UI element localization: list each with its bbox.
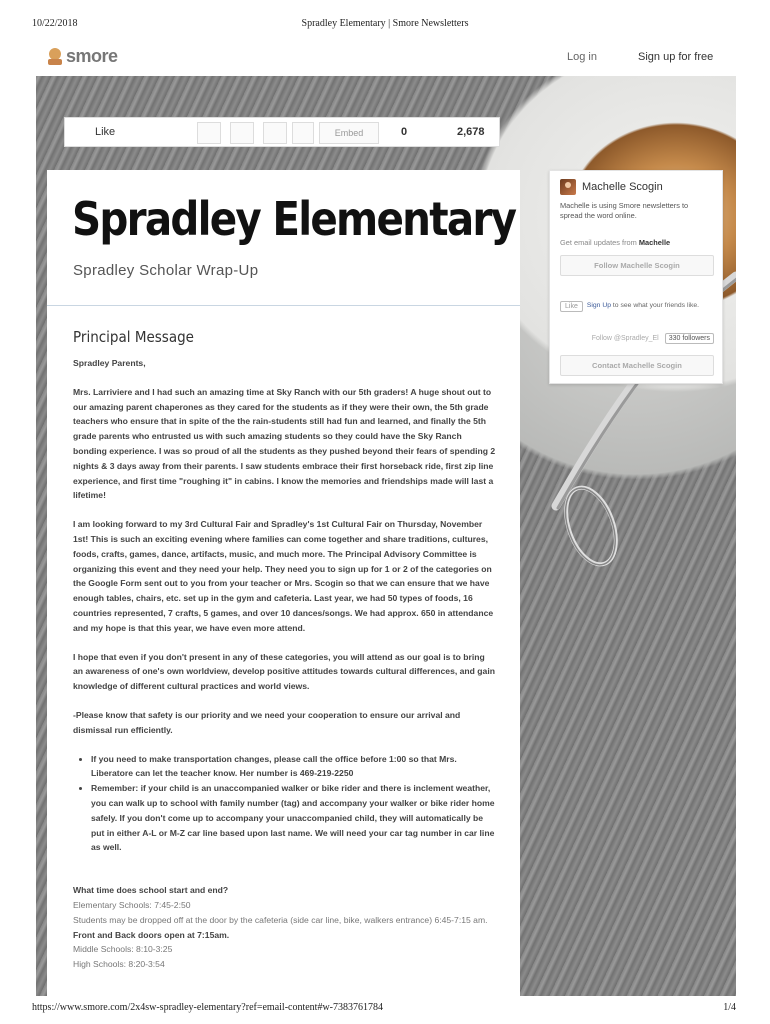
smore-logo[interactable] xyxy=(48,46,118,67)
newsletter-title: Spradley Elementary xyxy=(72,192,516,246)
twitter-follow-button[interactable]: Follow @Spradley_El xyxy=(591,335,659,342)
newsletter-header xyxy=(47,170,520,306)
avatar xyxy=(560,179,576,195)
view-count: 2,678 xyxy=(457,126,485,138)
embed-button[interactable]: Embed xyxy=(319,122,379,144)
facebook-like-text xyxy=(587,301,699,310)
school-hours-faq xyxy=(73,883,497,972)
email-updates-prefix: Get email updates from xyxy=(560,238,637,247)
paragraph-safety: -Please know that safety is our priority and we need your cooperation to ensure our arrival and dismissal run efficiently. xyxy=(73,709,461,735)
list-item: • Remember: if your child is an unaccompanied walker or bike rider and there is inclement weather, you can walk up to school with family number (tag) and accompany your walker or bike rider home safely. If you don't come up to accompany your unaccompanied child, they will automatically be put in either A-L or M-Z car line based upon last name. We will need your car tag number in car line as well. xyxy=(91,781,497,855)
twitter-follower-count: 330 followers xyxy=(665,333,714,344)
paragraph-sky-ranch: Mrs. Larriviere and I had such an amazing time at Sky Ranch with our 5th graders! A huge shout out to our amazing parent chaperones as they cared for the students as if they were their own, the 5th grade teachers who ensure that in spite of the the rain-students still had fun and learned, and finally the 5th grade parents who entrusted us with such amazing students so they could have the Sky Ranch bonding experience. I was so proud of all the students as they pushed beyond their fears of spending 2 nights & 3 days away from their parents. I saw students embrace their first horseback ride, first zip line experience, and first time "roughing it" in cabins. I know the memories and friendships made will last a lifetime! xyxy=(73,386,496,501)
newsletter-card xyxy=(47,170,520,1000)
faq-dropoff xyxy=(73,913,497,943)
safety-list xyxy=(91,752,497,856)
print-page-title: Spradley Elementary | Smore Newsletters xyxy=(301,18,469,29)
print-footer xyxy=(0,994,770,1024)
facebook-like-button[interactable]: Like xyxy=(560,301,583,312)
faq-dropoff-text: Students may be dropped off at the door by the cafeteria (side car line, bike, walkers entrance) 6:45-7:15 am. xyxy=(73,914,488,925)
like-button[interactable]: Like xyxy=(95,126,116,138)
newsletter-subtitle: Spradley Scholar Wrap-Up xyxy=(73,262,259,279)
section-title: Principal Message xyxy=(73,328,194,346)
follow-author-button[interactable]: Follow Machelle Scogin xyxy=(560,255,714,276)
login-link[interactable]: Log in xyxy=(567,51,597,63)
twitter-follow-widget xyxy=(560,333,714,344)
facebook-like-widget xyxy=(560,301,714,312)
author-description: Machelle is using Smore newsletters to spread the word online. xyxy=(560,201,689,220)
greeting: Spradley Parents, xyxy=(73,358,146,368)
paragraph-worldview: I hope that even if you don't present in any of these categories, you will attend as our goal is to bring an awareness of one's own worldview, develop positive attitudes towards cultural differences, and gain knowledge of different cultural practices and world views. xyxy=(73,651,495,692)
print-header xyxy=(0,0,770,36)
share-facebook-button[interactable] xyxy=(197,122,221,144)
print-page-number: 1/4 xyxy=(723,1002,736,1013)
print-url: https://www.smore.com/2x4sw-spradley-elementary?ref=email-content#w-7383761784 xyxy=(32,1002,384,1013)
email-updates-name: Machelle xyxy=(638,238,671,247)
top-navigation-bar xyxy=(36,38,736,76)
share-pinterest-button[interactable] xyxy=(263,122,287,144)
share-count-a: 0 xyxy=(401,126,408,138)
smore-logo-text: smore xyxy=(66,46,118,66)
smore-logo-icon xyxy=(48,48,62,66)
print-date: 10/22/2018 xyxy=(32,18,78,29)
faq-elementary-hours: Elementary Schools: 7:45-2:50 xyxy=(73,899,191,910)
author-info xyxy=(560,179,663,195)
faq-question: What time does school start and end? xyxy=(73,885,229,896)
faq-middle-hours: Middle Schools: 8:10-3:25 xyxy=(73,944,173,955)
contact-author-button[interactable]: Contact Machelle Scogin xyxy=(560,355,714,376)
author-name[interactable]: Machelle Scogin xyxy=(582,181,663,193)
share-email-button[interactable] xyxy=(292,122,314,144)
list-item: • If you need to make transportation changes, please call the office before 1:00 so that Mrs. Liberatore can let the teacher know. Her number is 469-219-2250 xyxy=(91,752,497,782)
newsletter-body xyxy=(73,356,497,972)
author-sidebar xyxy=(549,170,723,384)
share-bar xyxy=(64,117,500,147)
faq-high-hours: High Schools: 8:20-3:54 xyxy=(73,959,165,970)
email-updates-label xyxy=(560,238,670,247)
faq-doors-open: Front and Back doors open at 7:15am. xyxy=(73,929,230,940)
facebook-like-caption: to see what your friends like. xyxy=(612,302,700,309)
facebook-signup-link[interactable]: Sign Up xyxy=(586,302,612,309)
paragraph-cultural-fair: I am looking forward to my 3rd Cultural Fair and Spradley's 1st Cultural Fair on Thursday, November 1st! This is such an exciting evening where families can come together and share traditions, cultures, foods, crafts, games, dance, artifacts, music, and much more. The Principal Advisory Committee is organizing this event and they need your help. They need you to sign up for 1 or 2 of the categories on the Google Form sent out to you from your teacher or Mrs. Scogin so that we can ensure that we have enough tables, chairs, etc. set up in the gym and cafeteria. Last year, we had 50 types of foods, 16 countries represented, 7 crafts, 5 games, and over 10 dances/songs. We had approx. 650 in attendance and my hope is that this year, we have even more attend. xyxy=(73,519,494,633)
share-twitter-button[interactable] xyxy=(230,122,254,144)
signup-link[interactable]: Sign up for free xyxy=(638,51,714,63)
